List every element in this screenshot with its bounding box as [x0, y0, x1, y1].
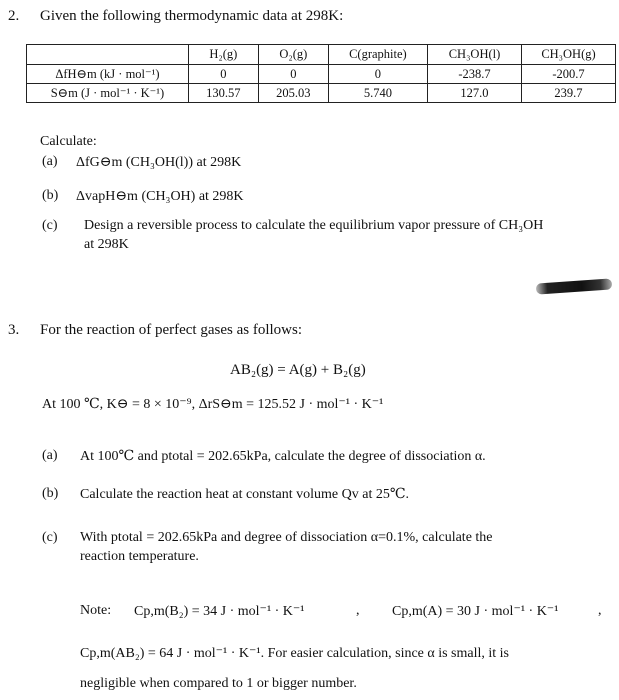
- row-label-enthalpy: ΔfH⊖m (kJ · mol⁻¹): [27, 65, 189, 84]
- q2-part-a-text: ΔfG⊖m (CH₃OH(l)) at 298K: [76, 155, 242, 170]
- table-cell: 205.03: [258, 84, 328, 103]
- q3-part-c-text-line2: reaction temperature.: [80, 549, 199, 564]
- table-row: [27, 65, 616, 84]
- q3-part-b-label: (b): [42, 486, 59, 501]
- table-cell: -200.7: [521, 65, 615, 84]
- table-cell: 239.7: [521, 84, 615, 103]
- q2-part-c-label: (c): [42, 218, 58, 233]
- q3-part-b-text: Calculate the reaction heat at constant volume Qv at 25℃.: [80, 487, 409, 502]
- note-cp-b2: Cp,m(B₂) = 34 J · mol⁻¹ · K⁻¹: [134, 604, 305, 619]
- q3-part-a-text: At 100℃ and ptotal = 202.65kPa, calculate the degree of dissociation α.: [80, 449, 486, 464]
- row-label-entropy: S⊖m (J · mol⁻¹ · K⁻¹): [27, 84, 189, 103]
- table-row: [27, 84, 616, 103]
- note-cp-a: Cp,m(A) = 30 J · mol⁻¹ · K⁻¹: [392, 604, 559, 619]
- table-header-cell: CH₃OH(l): [428, 45, 522, 65]
- q2-part-b-text: ΔvapH⊖m (CH₃OH) at 298K: [76, 189, 244, 204]
- table-header-cell: C(graphite): [328, 45, 427, 65]
- q2-part-c-text: Design a reversible process to calculate the equilibrium vapor pressure of CH₃OH: [84, 218, 544, 233]
- calculate-label: Calculate:: [40, 134, 97, 149]
- q3-part-c-text: With ptotal = 202.65kPa and degree of dissociation α=0.1%, calculate the: [80, 530, 493, 545]
- q2-part-c-text-line2: at 298K: [84, 237, 129, 252]
- note-separator: ,: [356, 603, 360, 618]
- table-cell: 127.0: [428, 84, 522, 103]
- note-final-line: negligible when compared to 1 or bigger number.: [80, 676, 357, 691]
- q3-part-c-label: (c): [42, 530, 58, 545]
- table-header-cell: H₂(g): [188, 45, 258, 65]
- note-label: Note:: [80, 603, 112, 618]
- table-header-row: [27, 45, 616, 65]
- table-cell: 130.57: [188, 84, 258, 103]
- table-cell: 0: [328, 65, 427, 84]
- table-cell: -238.7: [428, 65, 522, 84]
- question-3-intro: For the reaction of perfect gases as follows:: [40, 322, 302, 338]
- reaction-equation: AB₂(g) = A(g) + B₂(g): [230, 362, 366, 378]
- question-3-number: 3.: [8, 322, 20, 338]
- ink-smudge: [536, 278, 613, 294]
- table-cell: 0: [188, 65, 258, 84]
- q2-part-b-label: (b): [42, 188, 59, 203]
- note-cp-ab2-line: Cp,m(AB₂) = 64 J · mol⁻¹ · K⁻¹. For easier calculation, since α is small, it is: [80, 646, 510, 661]
- reaction-conditions: At 100 ℃, K⊖ = 8 × 10⁻⁹, ΔrS⊖m = 125.52 J · mol⁻¹ · K⁻¹: [42, 397, 384, 412]
- table-header-cell: O₂(g): [258, 45, 328, 65]
- note-separator: ,: [598, 603, 602, 618]
- table-header-cell: [27, 45, 189, 65]
- q3-part-a-label: (a): [42, 448, 58, 463]
- table-header-cell: CH₃OH(g): [521, 45, 615, 65]
- table-cell: 0: [258, 65, 328, 84]
- thermo-data-table: [26, 44, 616, 103]
- table-cell: 5.740: [328, 84, 427, 103]
- question-2-number: 2.: [8, 8, 20, 24]
- q2-part-a-label: (a): [42, 154, 58, 169]
- question-2-intro: Given the following thermodynamic data at 298K:: [40, 8, 344, 24]
